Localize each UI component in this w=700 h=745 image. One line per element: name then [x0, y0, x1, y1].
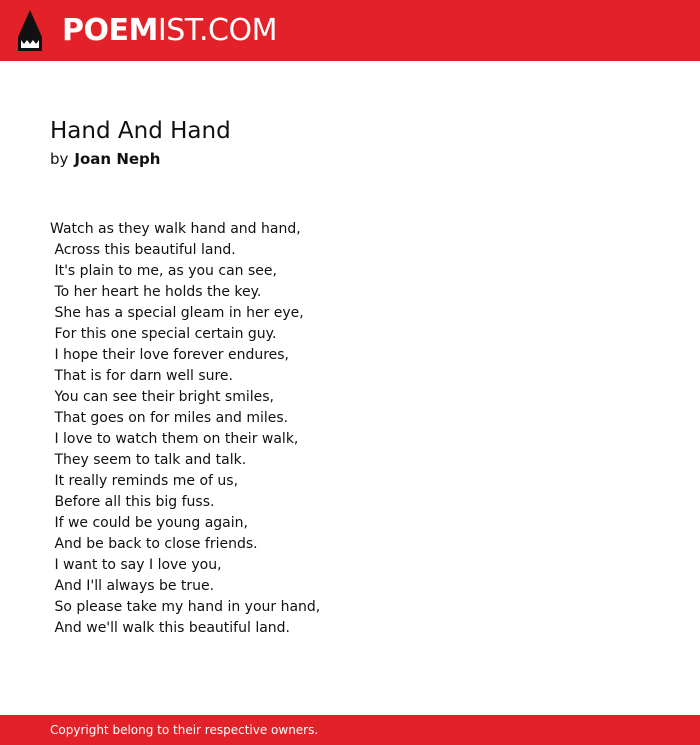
poem-line: It's plain to me, as you can see,: [50, 263, 277, 279]
poem-line: She has a special gleam in her eye,: [50, 305, 304, 321]
by-label: by: [50, 150, 69, 168]
poem-body: [50, 219, 320, 639]
poem-line: That goes on for miles and miles.: [50, 410, 289, 426]
poem-line: I want to say I love you,: [50, 557, 222, 573]
poem-line: I love to watch them on their walk,: [50, 431, 299, 447]
site-header: [0, 0, 700, 61]
poem-line: I hope their love forever endures,: [50, 347, 290, 363]
poem-line: And we'll walk this beautiful land.: [50, 620, 291, 636]
pencil-icon[interactable]: [18, 10, 42, 51]
poem-line: They seem to talk and talk.: [50, 452, 247, 468]
poem-line: Watch as they walk hand and hand,: [50, 221, 301, 237]
poem-line: And I'll always be true.: [50, 578, 215, 594]
poem-line: To her heart he holds the key.: [50, 284, 262, 300]
poem-line: It really reminds me of us,: [50, 473, 239, 489]
poem-line: Before all this big fuss.: [50, 494, 215, 510]
byline: [50, 148, 160, 170]
logo-light-text: IST.COM: [157, 13, 277, 48]
site-logo[interactable]: [62, 12, 277, 50]
poem-line: For this one special certain guy.: [50, 326, 277, 342]
author-link[interactable]: Joan Neph: [74, 150, 161, 168]
logo-bold-text: POEM: [62, 13, 158, 48]
poem-line: And be back to close friends.: [50, 536, 258, 552]
poem-line: So please take my hand in your hand,: [50, 599, 321, 615]
poem-line: You can see their bright smiles,: [50, 389, 274, 405]
poem-line: If we could be young again,: [50, 515, 248, 531]
poem-line: Across this beautiful land.: [50, 242, 236, 258]
copyright-text: Copyright belong to their respective owners.: [50, 723, 319, 737]
poem-line: That is for darn well sure.: [50, 368, 233, 384]
poem-title: Hand And Hand: [50, 118, 231, 144]
site-footer: [0, 715, 700, 745]
